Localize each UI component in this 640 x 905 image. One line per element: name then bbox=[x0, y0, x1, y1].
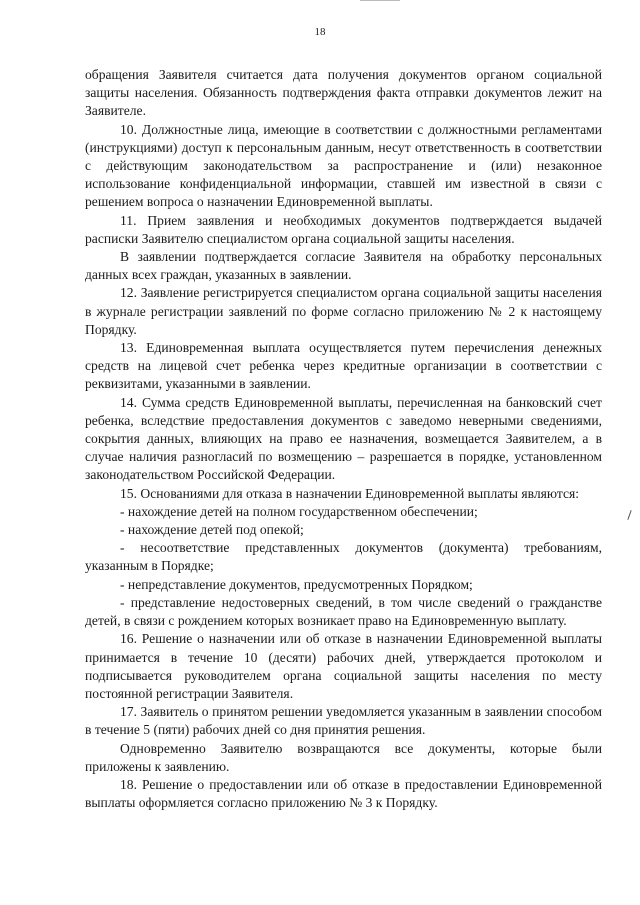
paragraph-14: 14. Сумма средств Единовременной выплаты, перечисленная на банковский счет ребенка, вследствие предоставления документов с заведомо неверными сведениями, сокрытия данных, влияющих на право ее назначения, возмещается Заявителем, а в случае наличия разногласий по возмещению – разрешается в порядке, установленном законодательством Российской Федерации. bbox=[85, 394, 602, 483]
paragraph-15: 15. Основаниями для отказа в назначении Единовременной выплаты являются: bbox=[120, 485, 580, 501]
list-item: - представление недостоверных сведений, в том числе сведений о гражданстве детей, в связи с рождением которых возникает право на Единовременную выплату. bbox=[85, 594, 602, 629]
paragraph-13: 13. Единовременная выплата осуществляется путем перечисления денежных средств на лицевой счет ребенка через кредитные организации в соответствии с реквизитами, указанными в заявлении. bbox=[85, 340, 602, 392]
paragraph-12: 12. Заявление регистрируется специалистом органа социальной защиты населения в журнале регистрации заявлений по форме согласно приложению № 2 к настоящему Порядку. bbox=[85, 285, 602, 337]
paragraph-16: 16. Решение о назначении или об отказе в назначении Единовременной выплаты принимается в течение 10 (десяти) рабочих дней, утверждается протоколом и подписывается руководителем органа социальной защиты населения по месту постоянной регистрации Заявителя. bbox=[85, 631, 602, 701]
scan-artifact-mark bbox=[627, 510, 631, 520]
list-item: - непредставление документов, предусмотренных Порядком; bbox=[120, 576, 473, 592]
paragraph-return-documents: Одновременно Заявителю возвращаются все документы, которые были приложены к заявлению. bbox=[85, 740, 602, 774]
paragraph-continuation: обращения Заявителя считается дата получения документов органом социальной защиты населения. Обязанность подтверждения факта отправки документов лежит на Заявителе. bbox=[85, 67, 602, 119]
list-item: - нахождение детей на полном государственном обеспечении; bbox=[120, 503, 478, 519]
paragraph-10: 10. Должностные лица, имеющие в соответствии с должностными регламентами (инструкциями) доступ к персональным данным, несут ответственность в соответствии с действующим законодательством за распространение и (или) незаконное использование конфиденциальной информации, ставшей им известной в связи с решением вопроса о назначении Единовременной выплаты. bbox=[85, 121, 602, 210]
scan-artifact-top bbox=[360, 0, 400, 1]
page-number: 18 bbox=[314, 26, 326, 38]
document-body bbox=[85, 66, 602, 812]
list-item: - нахождение детей под опекой; bbox=[120, 522, 304, 538]
list-item: - несоответствие представленных документов (документа) требованиям, указанным в Порядке; bbox=[85, 540, 602, 574]
paragraph-consent: В заявлении подтверждается согласие Заявителя на обработку персональных данных всех граждан, указанных в заявлении. bbox=[85, 249, 602, 283]
paragraph-11: 11. Прием заявления и необходимых документов подтверждается выдачей расписки Заявителю специалистом органа социальной защиты населения. bbox=[85, 212, 602, 246]
paragraph-17: 17. Заявитель о принятом решении уведомляется указанным в заявлении способом в течение 5 (пяти) рабочих дней со дня принятия решения. bbox=[85, 704, 602, 738]
paragraph-18: 18. Решение о предоставлении или об отказе в предоставлении Единовременной выплаты оформляется согласно приложению № 3 к Порядку. bbox=[85, 776, 602, 811]
